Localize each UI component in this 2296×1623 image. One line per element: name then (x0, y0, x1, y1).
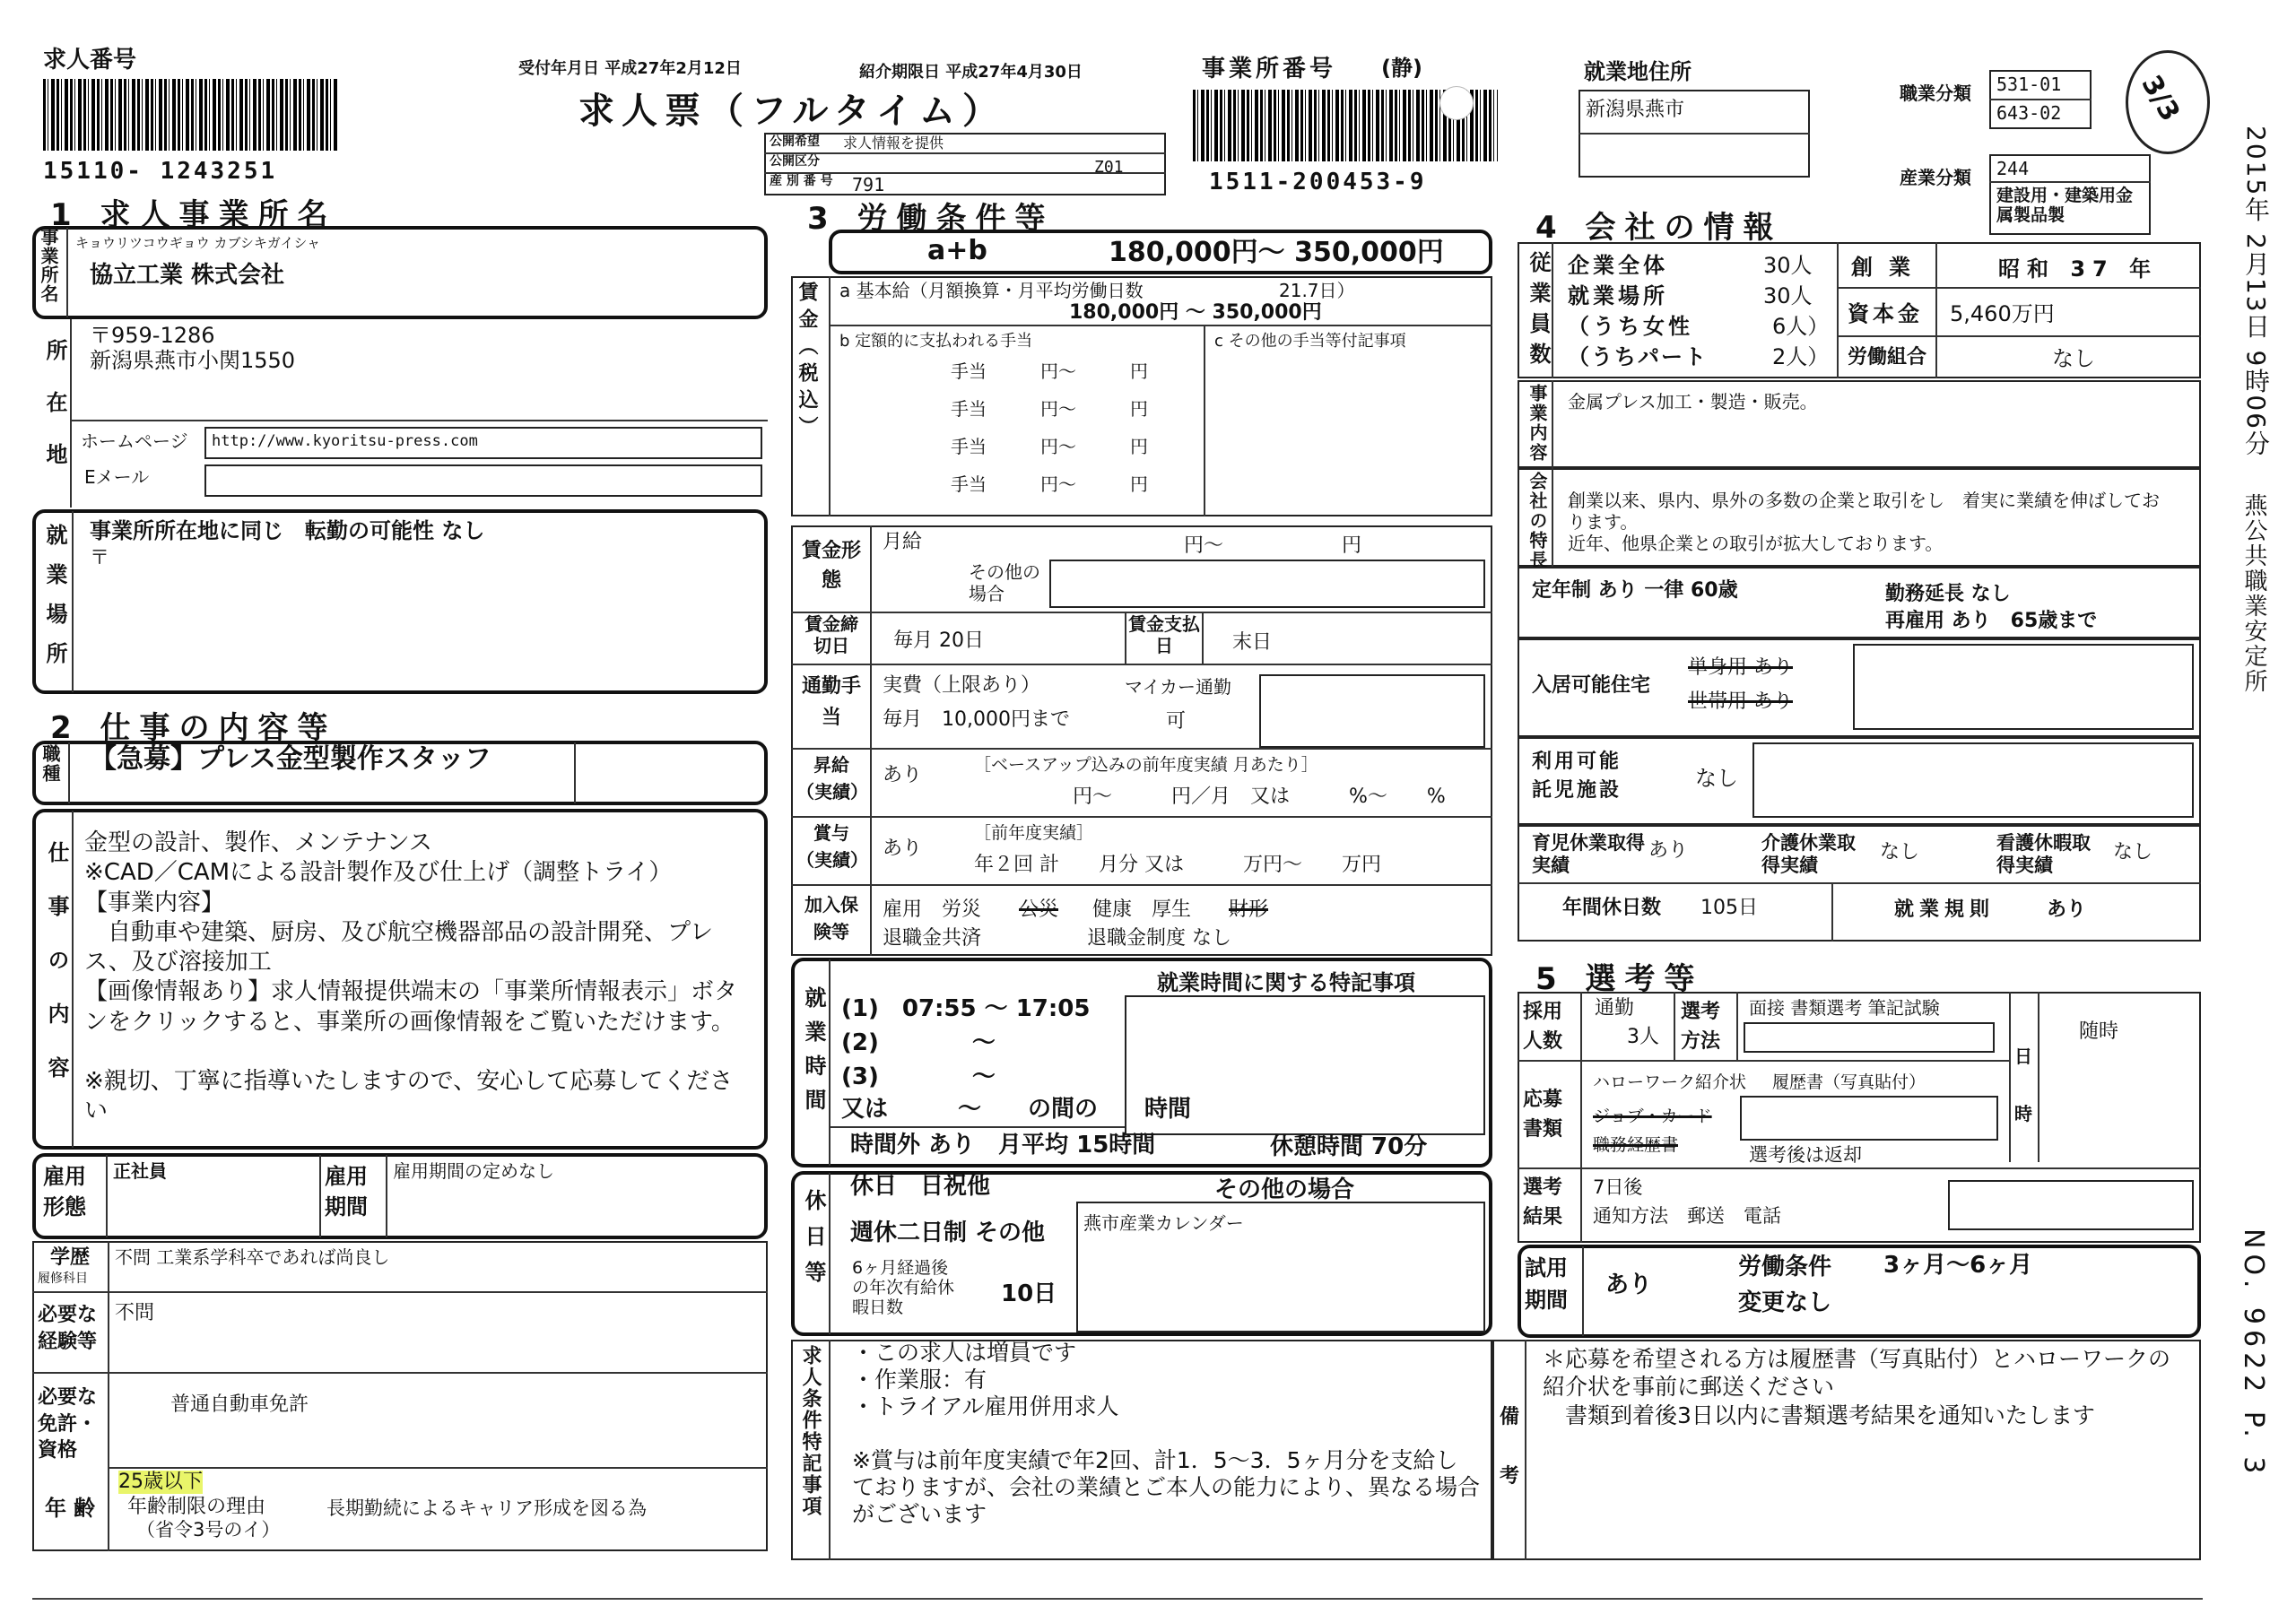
nursing-leave: なし (2113, 841, 2153, 864)
sec4-title: 4 会社の情報 (1535, 210, 1783, 246)
part-label: （うちパート (1568, 344, 1708, 369)
code-b: 791 (852, 174, 885, 195)
industry-code: 244 (1996, 158, 2030, 179)
holiday-other-label: その他の場合 (1214, 1176, 1355, 1203)
docs-label: 応募書類 (1523, 1089, 1563, 1141)
zip-code: 〒959-1286 (90, 323, 215, 348)
sec3-title: 3 労働条件等 (807, 201, 1055, 237)
work-days: 21.7日） (1279, 280, 1355, 301)
wage-form-range: 円～ 円 (1184, 534, 1362, 557)
overtime: 時間外 あり 月平均 15時間 (850, 1132, 1156, 1159)
occupation-code-2: 643-02 (1996, 102, 2062, 124)
hire-count-label: 採用人数 (1523, 1001, 1563, 1053)
occupation-label: 職業分類 (1900, 82, 1971, 104)
age-reason: 長期勤続によるキャリア形成を図る為 (326, 1497, 647, 1519)
annual-holidays: 105日 (1700, 897, 1758, 919)
homepage-label: ホームページ (81, 430, 188, 452)
office-number: 1511-200453-9 (1209, 169, 1427, 195)
care-leave: なし (1880, 841, 1920, 864)
work-place-label: 就業場所 (42, 524, 67, 681)
industry-no-label: 産 別 番 号 (770, 174, 833, 188)
annual-leave: 10日 (1001, 1280, 1057, 1307)
job-number-barcode (43, 79, 339, 151)
annual-leave-label: 6ヶ月経過後の年次有給休暇日数 (852, 1258, 955, 1317)
feature: 創業以来、県内、県外の多数の企業と取引をし 着実に業績を伸ばしております。 近年、他県企業との取引が拡大しております。 (1568, 490, 2160, 554)
email-field[interactable] (204, 464, 762, 497)
bonus-detail: ［前年度実績］ (974, 823, 1094, 843)
wage-label: 賃金（税込） (796, 282, 818, 443)
fixed-allowance-label: b 定額的に支払われる手当 (839, 332, 1033, 351)
capital: 5,460万円 (1950, 301, 2055, 326)
job-title-label: 職種 (39, 744, 61, 784)
sec5-title: 5 選考等 (1535, 961, 1704, 997)
founded-label: 創業 (1851, 255, 1926, 280)
trial-change: 変更なし (1738, 1289, 1832, 1316)
remarks-label: 備考 (1500, 1406, 1520, 1488)
education: 不問 工業系学科卒であれば尚良し (115, 1246, 390, 1268)
break-time: 休憩時間 70分 (1270, 1133, 1428, 1160)
ab-value: 180,000円～ 350,000円 (1109, 237, 1444, 268)
trial-length: 3ヶ月～6ヶ月 (1883, 1252, 2033, 1279)
allowance-row-4: 手当 円～ 円 (951, 473, 1148, 495)
childcare-note (1752, 742, 2194, 818)
employ-type: 正社員 (113, 1160, 167, 1182)
side-office: 燕公共職業安定所 (2240, 493, 2267, 694)
company-name: 協立工業 株式会社 (90, 262, 285, 289)
women-label: （うち女性 (1568, 314, 1693, 339)
trial-label: 試用期間 (1525, 1255, 1568, 1313)
retirement: 定年制 あり 一律 60歳 (1532, 579, 1738, 602)
address: 新潟県燕市小関1550 (90, 348, 296, 373)
site-label: 就業場所 (1568, 283, 1668, 308)
business-label: 事業内容 (1526, 384, 1548, 463)
work-place-zip: 〒 (90, 547, 110, 569)
fax-timestamp: 2015年 2月13日 9時06分 (2241, 126, 2271, 457)
ab-label: a+b (927, 235, 987, 266)
public-class-label: 公開区分 (770, 154, 820, 169)
annual-holidays-label: 年間休日数 (1562, 897, 1662, 919)
bonus-label: 賞与（実績） (796, 822, 868, 871)
hours-label: 就業時間 (801, 986, 826, 1123)
insurance-1: 雇用 労災 (883, 898, 982, 921)
industry-label: 産業分類 (1900, 167, 1971, 188)
method-note (1744, 1022, 1995, 1053)
rules-label: 就業規則 (1894, 898, 1996, 921)
rules: あり (2047, 898, 2087, 921)
shift-1: (1) 07:55 ～ 17:05 (841, 995, 1091, 1022)
extension: 勤務延長 なし (1885, 583, 2011, 605)
received-date: 受付年月日 平成27年2月12日 (518, 59, 742, 78)
total-employees: 30人 (1763, 253, 1813, 278)
weekly-holiday: 週休二日制 その他 (850, 1219, 1046, 1246)
public-hope-label: 公開希望 (770, 135, 820, 149)
raise: あり (883, 764, 923, 786)
job-content: 金型の設計、製作、メンテナンス ※CAD／CAMによる設計製作及び仕上げ（調整トライ） 【事業内容】 自動車や建築、厨房、及び航空機器部品の設計開発、プレス、及び溶接加工 【画像情報あり】求人情報提供端末の「事業所情報表示」ボタンをクリックすると、事業所の画像情報をご覧いただけます。 ※親切、丁寧に指導いたしますので、安心して応募してください (84, 829, 738, 1125)
office-pref: (静) (1381, 56, 1422, 81)
housing-label: 入居可能住宅 (1532, 674, 1651, 697)
raise-detail: ［ベースアップ込みの前年度実績 月あたり］ (974, 755, 1318, 775)
license: 普通自動車免許 (170, 1393, 309, 1416)
job-number: 15110- 1243251 (43, 158, 278, 185)
industry-name: 建設用・建築用金属製品製 (1996, 186, 2134, 225)
wage-form-label: 賃金形態 (801, 540, 861, 592)
insurance-4: 退職金制度 なし (1087, 927, 1231, 950)
job-title: 【急募】プレス金型製作スタッフ (90, 743, 491, 775)
result-days: 7日後 (1593, 1176, 1643, 1198)
office-number-label: 事業所番号 (1202, 56, 1337, 82)
holiday: 休日 日祝他 (850, 1173, 991, 1200)
insurance-label: 加入保険等 (804, 894, 858, 942)
allowance-row-2: 手当 円～ 円 (951, 398, 1148, 420)
hours-note-label: 就業時間に関する特記事項 (1157, 970, 1415, 995)
sec2-title: 2 仕事の内容等 (50, 710, 337, 746)
doc-resume: 履歴書（写真貼付） (1772, 1072, 1926, 1092)
insurance-3: 退職金共済 (883, 927, 982, 950)
email-label: Eメール (84, 466, 150, 488)
part-employees: 2人） (1772, 344, 1830, 369)
holiday-calendar: 燕市産業カレンダー (1083, 1212, 1244, 1234)
total-label: 企業全体 (1568, 253, 1668, 278)
founded: 昭和 37 年 (1998, 256, 2159, 282)
insurance-kosai: 公災 (1019, 898, 1059, 921)
notify-method: 通知方法 郵送 電話 (1593, 1205, 1781, 1227)
housing-family: 世帯用 あり (1688, 690, 1793, 713)
commute-label: 通勤手当 (801, 675, 861, 730)
age-label: 年齢 (45, 1496, 102, 1521)
interview-date: 随時 (2079, 1020, 2119, 1043)
bottom-rule (32, 1598, 2203, 1600)
doc-job-card: ジョブ・カード (1593, 1107, 1712, 1126)
address-label: 所在地 (42, 339, 67, 495)
allowance-row-3: 手当 円～ 円 (951, 436, 1148, 457)
wage-form-other-field[interactable] (1049, 560, 1485, 608)
form-title: 求人票（フルタイム） (578, 91, 1005, 132)
work-address-label: 就業地住所 (1584, 59, 1692, 84)
result-label: 選考結果 (1523, 1176, 1563, 1228)
code-a: Z01 (1094, 158, 1124, 177)
car-commute: 可 (1166, 710, 1187, 733)
special-notes: ・この求人は増員です ・作業服：有 ・トライアル雇用併用求人 ※賞与は前年度実績で年2回、計1．5～3．5ヶ月分を支給しておりますが、会社の業績とご本人の能力により、異なる場合がございます (852, 1340, 1481, 1527)
commute: 実費（上限あり） (883, 674, 1041, 697)
feature-label: 会社の特長 (1526, 472, 1548, 570)
date-label: 日時 (2014, 1046, 2032, 1124)
wage-form-other-label: その他の場合 (969, 561, 1040, 604)
bonus-amount: 年２回 計 月分 又は 万円～ 万円 (974, 854, 1381, 876)
hire-commute: 通勤 (1595, 997, 1635, 1020)
fax-number: NO. 9622 P. 3 (2238, 1228, 2269, 1480)
payday: 末日 (1232, 631, 1273, 654)
commute-max: 毎月 10,000円まで (883, 708, 1070, 731)
cutoff-day: 毎月 20日 (893, 629, 984, 652)
allowance-row-1: 手当 円～ 円 (951, 360, 1148, 382)
selection-method: 面接 書類選考 筆記試験 (1749, 997, 1940, 1019)
shift-3: (3) ～ (841, 1063, 996, 1090)
doc-referral: ハローワーク紹介状 (1593, 1072, 1747, 1092)
doc-return: 選考後は返却 (1749, 1144, 1862, 1166)
employ-type-label: 雇用形態 (43, 1164, 86, 1219)
edu-sub-label: 履修科目 (38, 1271, 88, 1286)
car-commute-label: マイカー通勤 (1125, 676, 1231, 698)
business: 金属プレス加工・製造・販売。 (1568, 391, 1818, 412)
nursing-leave-label: 看護休暇取得実績 (1996, 832, 2091, 877)
doc-career: 職務経歴書 (1593, 1135, 1679, 1155)
age-limit: 25歳以下 (118, 1471, 203, 1493)
employee-label: 従業員数 (1526, 251, 1551, 373)
page-circle-text: 3/3 (2135, 70, 2187, 127)
edu-label: 学歴 (50, 1246, 91, 1269)
childcare-leave-label: 育児休業取得実績 (1532, 832, 1645, 877)
women-employees: 6人） (1772, 314, 1830, 339)
other-allowance-label: c その他の手当等付記事項 (1214, 332, 1406, 351)
capital-label: 資本金 (1848, 301, 1923, 326)
raise-amount: 円～ 円／月 又は %～ % (1073, 785, 1446, 808)
homepage-url[interactable]: http://www.kyoritsu-press.com (212, 432, 478, 450)
base-pay: 180,000円 ～ 350,000円 (1069, 301, 1322, 324)
holiday-label: 休日等 (801, 1189, 826, 1297)
employ-period-label: 雇用期間 (325, 1164, 368, 1219)
age-reason-label: 年齢制限の理由 (127, 1496, 266, 1518)
cutoff-label: 賃金締切日 (804, 613, 858, 656)
docs-note (1740, 1096, 1998, 1141)
punch-hole (1439, 86, 1474, 120)
sec1-title: 1 求人事業所名 (50, 197, 337, 233)
union-label: 労働組合 (1848, 346, 1927, 369)
job-number-label: 求人番号 (43, 47, 137, 74)
payday-label: 賃金支払日 (1128, 613, 1200, 656)
experience-label: 必要な経験等 (38, 1304, 98, 1353)
hire-count: 3人 (1627, 1026, 1659, 1048)
result-note (1948, 1180, 2194, 1230)
insurance-zaikei: 財形 (1229, 898, 1269, 921)
company-name-label: 事業所名 (38, 228, 59, 303)
public-hope-value: 求人情報を提供 (843, 135, 944, 152)
shift-or: 又は ～ の間の 時間 (841, 1096, 1192, 1123)
raise-label: 昇給（実績） (796, 754, 868, 803)
housing-note (1853, 644, 2194, 730)
reemployment: 再雇用 あり 65歳まで (1885, 610, 2098, 632)
trial-condition: 労働条件 (1738, 1254, 1832, 1280)
insurance-2: 健康 厚生 (1092, 898, 1192, 921)
license-label: 必要な免許・資格 (38, 1386, 98, 1462)
remarks: ＊応募を希望される方は履歴書（写真貼付）とハローワークの紹介状を事前に郵送ください 書類到着後3日以内に書類選考結果を通知いたします (1543, 1346, 2171, 1428)
shift-2: (2) ～ (841, 1029, 996, 1056)
referral-deadline: 紹介期限日 平成27年4月30日 (859, 63, 1083, 82)
trial: あり (1605, 1271, 1653, 1298)
bonus: あり (883, 838, 923, 860)
method-label: 選考方法 (1681, 1001, 1721, 1053)
occupation-code-1: 531-01 (1996, 74, 2062, 95)
company-kana: キョウリツコウギョウ カブシキガイシャ (75, 235, 321, 251)
work-address: 新潟県燕市 (1586, 99, 1685, 121)
base-pay-label: a 基本給（月額換算・月平均労働日数 (839, 280, 1144, 301)
wage-form: 月給 (883, 531, 923, 553)
childcare-label: 利用可能託児施設 (1532, 751, 1622, 802)
care-leave-label: 介護休業取得実績 (1761, 832, 1856, 877)
experience: 不問 (115, 1302, 155, 1324)
employ-period: 雇用期間の定めなし (393, 1160, 554, 1182)
special-notes-label: 求人条件特記事項 (799, 1345, 822, 1517)
union: なし (2052, 346, 2095, 371)
age-rule: （省令3号のイ） (136, 1519, 281, 1541)
housing-single: 単身用 あり (1688, 656, 1793, 679)
site-employees: 30人 (1763, 283, 1813, 308)
car-commute-note (1259, 674, 1485, 748)
work-place: 事業所所在地に同じ 転勤の可能性 なし (90, 518, 485, 543)
childcare: なし (1695, 766, 1738, 791)
job-content-label: 仕事の内容 (44, 841, 69, 1110)
childcare-leave: あり (1648, 839, 1689, 862)
